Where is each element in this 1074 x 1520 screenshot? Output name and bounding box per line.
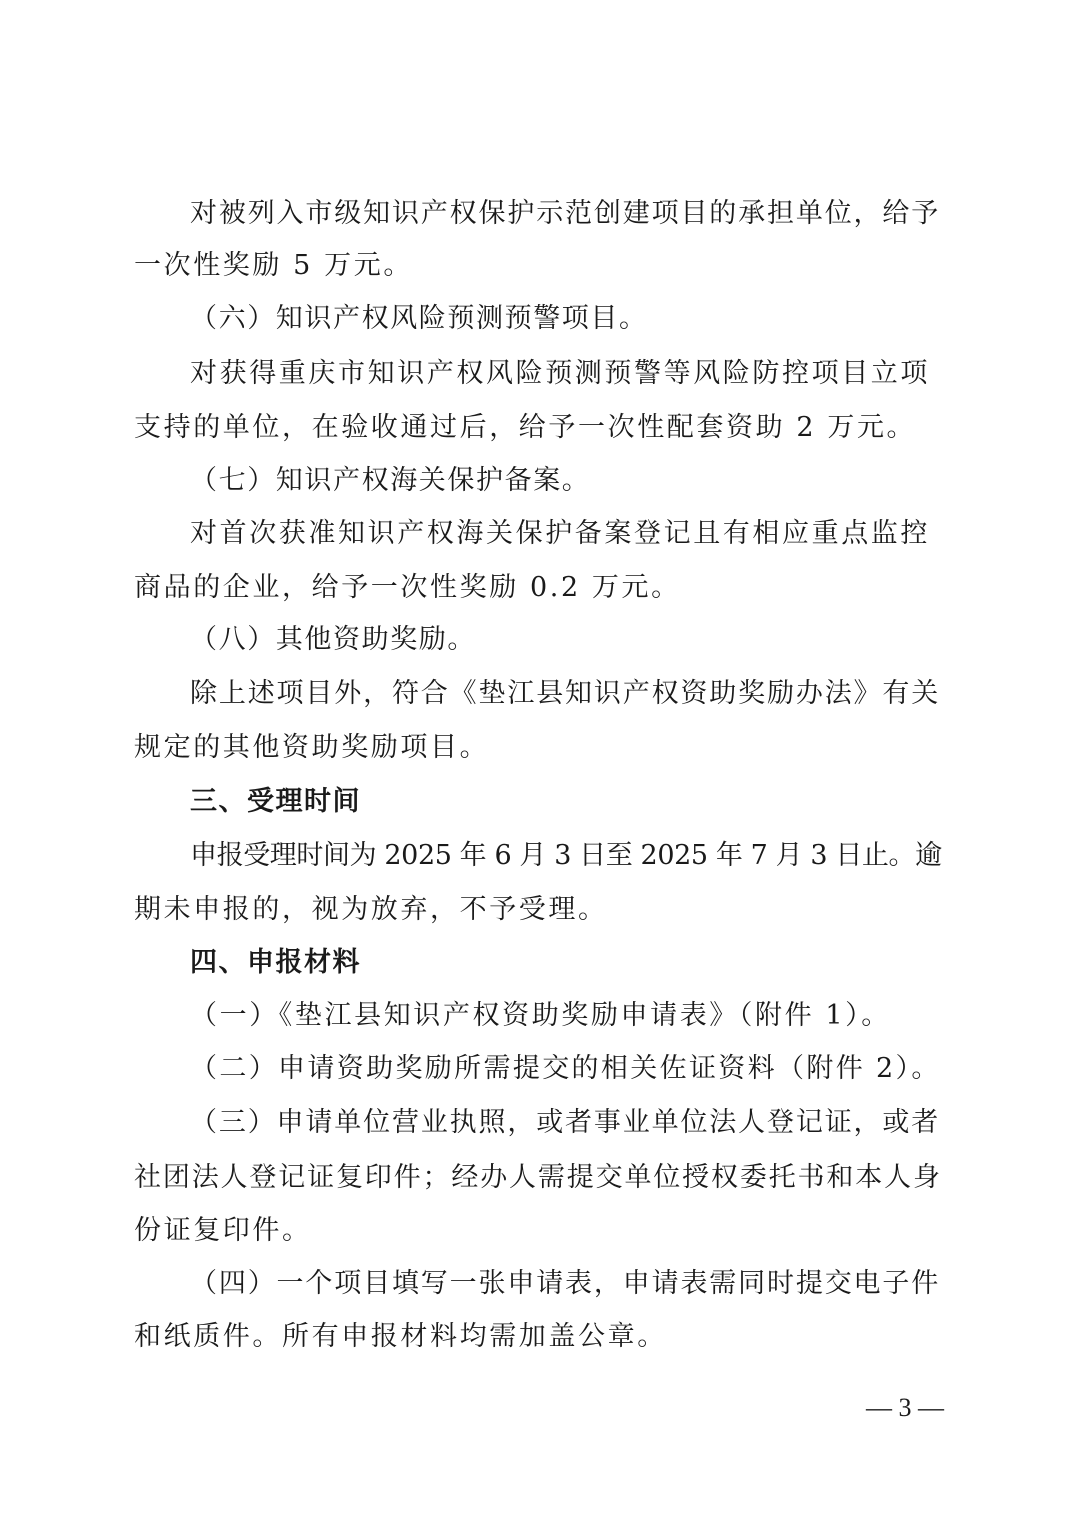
body-text-line: 商品的企业，给予一次性奖励 0.2 万元。	[134, 572, 681, 603]
body-text-line: 对获得重庆市知识产权风险预测预警等风险防控项目立项	[190, 358, 930, 389]
body-text-line: 支持的单位，在验收通过后，给予一次性配套资助 2 万元。	[134, 412, 917, 443]
list-item: （一）《垫江县知识产权资助奖励申请表》（附件 1）。	[190, 1000, 891, 1031]
body-text-line: 申报受理时间为 2025 年 6 月 3 日至 2025 年 7 月 3 日止。逾	[190, 840, 942, 871]
body-text-line: 对被列入市级知识产权保护示范创建项目的承担单位，给予	[190, 198, 941, 229]
body-text-line: 除上述项目外，符合《垫江县知识产权资助奖励办法》有关	[190, 678, 941, 709]
page-number: — 3 —	[866, 1393, 944, 1422]
list-item: （四）一个项目填写一张申请表，申请表需同时提交电子件	[190, 1268, 941, 1299]
section-heading: 三、受理时间	[190, 786, 361, 817]
body-text-line: 期未申报的，视为放弃，不予受理。	[134, 894, 608, 925]
subsection-heading: （六）知识产权风险预测预警项目。	[190, 303, 648, 334]
body-text-line: 和纸质件。所有申报材料均需加盖公章。	[134, 1321, 667, 1352]
body-text-line: 规定的其他资助奖励项目。	[134, 732, 490, 763]
list-item: （二）申请资助奖励所需提交的相关佐证资料（附件 2）。	[190, 1053, 941, 1084]
subsection-heading: （七）知识产权海关保护备案。	[190, 465, 591, 496]
body-text-line: 对首次获准知识产权海关保护备案登记且有相应重点监控	[190, 518, 930, 549]
section-heading: 四、申报材料	[190, 947, 361, 978]
list-item: （三）申请单位营业执照，或者事业单位法人登记证，或者	[190, 1107, 941, 1138]
body-text-line: 份证复印件。	[134, 1215, 312, 1246]
subsection-heading: （八）其他资助奖励。	[190, 624, 476, 655]
body-text-line: 一次性奖励 5 万元。	[134, 250, 413, 281]
body-text-line: 社团法人登记证复印件；经办人需提交单位授权委托书和本人身	[134, 1162, 942, 1193]
